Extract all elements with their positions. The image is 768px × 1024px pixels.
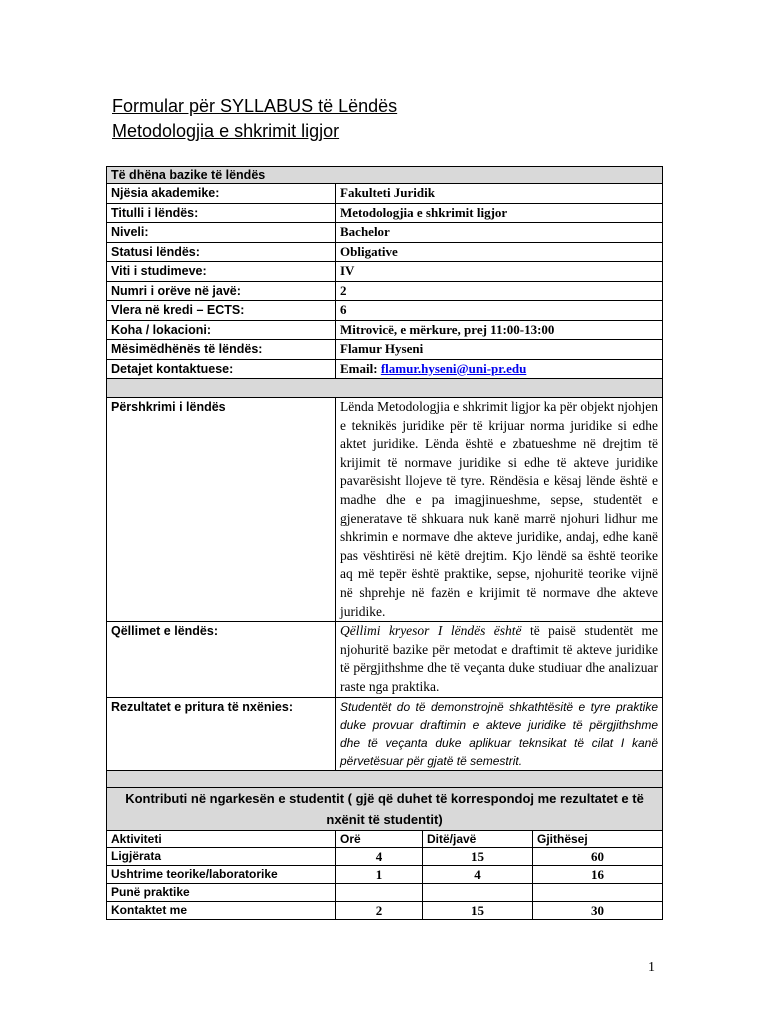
title-line-1: Formular për SYLLABUS të Lëndës (112, 96, 398, 116)
info-row (107, 242, 663, 262)
page-number: 1 (648, 960, 655, 975)
info-row (107, 320, 663, 340)
info-row (107, 184, 663, 204)
activity-days (423, 883, 533, 901)
description-text: Lënda Metodologjia e shkrimit ligjor ka për objekt njohjen e teknikës juridike për të krijuar norma juridike si edhe aktet juridike. Lënda është e zbatueshme në drejtim të krijimit të normave juridike si edhe të akteve juridike pavarësisht llojeve të tyre. Rëndësia e kësaj lënde është e madhe dhe e pa imagjinueshme, sepse, studentët e gjeneratave të shkuara nuk kanë marrë njohuri lidhur me shkrimin e normave dhe akteve juridike, andaj, edhe kanë pas vështirësi në këtë drejtim. Kjo lëndë sa është teorike aq më tepër është praktike, sepse, njohuritë teorike vijnë në shprehje në fazën e krijimit të normave dhe akteve juridike. (336, 398, 663, 622)
activity-row (107, 865, 663, 883)
info-label: Niveli: (107, 223, 336, 243)
outcomes-label: Rezultatet e pritura të nxënies: (107, 697, 336, 770)
page-title (112, 94, 397, 144)
info-value: 2 (336, 281, 663, 301)
info-label: Njësia akademike: (107, 184, 336, 204)
spacer-row (107, 379, 663, 398)
activity-hours: 4 (336, 847, 423, 865)
contribution-header-row (107, 787, 663, 830)
info-row (107, 203, 663, 223)
description-row (107, 398, 663, 622)
activity-total (533, 883, 663, 901)
col-header-total: Gjithësej (533, 830, 663, 847)
activity-hours: 2 (336, 901, 423, 919)
contact-label: Detajet kontaktuese: (107, 359, 336, 379)
info-label: Numri i orëve në javë: (107, 281, 336, 301)
outcomes-row (107, 697, 663, 770)
info-row (107, 262, 663, 282)
info-label: Viti i studimeve: (107, 262, 336, 282)
activity-days: 4 (423, 865, 533, 883)
goals-text-rest: të paisë studentët me njohuritë bazike për metodat e draftimit të akteve juridike të përgjithshme dhe të veçanta duke studiuar dhe analizuar raste nga praktika. (340, 623, 659, 694)
contribution-title: Kontributi në ngarkesën e studentit ( gjë që duhet të korrespondoj me rezultatet e të nxënit të studentit) (107, 787, 663, 830)
basic-section-title: Të dhëna bazike të lëndës (107, 167, 663, 184)
activity-header-row (107, 830, 663, 847)
info-label: Statusi lëndës: (107, 242, 336, 262)
contact-row (107, 359, 663, 379)
title-line-2: Metodologjia e shkrimit ligjor (112, 121, 340, 141)
col-header-days: Ditë/javë (423, 830, 533, 847)
activity-name: Ushtrime teorike/laboratorike (107, 865, 336, 883)
col-header-activity: Aktiviteti (107, 830, 336, 847)
info-label: Koha / lokacioni: (107, 320, 336, 340)
info-label: Vlera në kredi – ECTS: (107, 301, 336, 321)
info-value: Fakulteti Juridik (336, 184, 663, 204)
syllabus-table (106, 166, 663, 920)
info-label: Mësimëdhënës të lëndës: (107, 340, 336, 360)
info-value: Mitrovicë, e mërkure, prej 11:00-13:00 (336, 320, 663, 340)
info-row (107, 340, 663, 360)
info-value: IV (336, 262, 663, 282)
contact-value (336, 359, 663, 379)
activity-total: 16 (533, 865, 663, 883)
info-value: Flamur Hyseni (336, 340, 663, 360)
info-value: Obligative (336, 242, 663, 262)
info-label: Titulli i lëndës: (107, 203, 336, 223)
goals-text (336, 622, 663, 697)
spacer-row (107, 770, 663, 787)
activity-row (107, 901, 663, 919)
activity-total: 30 (533, 901, 663, 919)
goals-row (107, 622, 663, 697)
email-prefix: Email: (340, 360, 381, 376)
info-row (107, 223, 663, 243)
activity-hours (336, 883, 423, 901)
goals-text-italic: Qëllimi kryesor I lëndës është (340, 623, 522, 639)
outcomes-text: Studentët do të demonstrojnë shkathtësitë e tyre praktike duke provuar draftimin e akteve juridike të përgjithshme dhe të veçanta duke aplikuar teknsikat të cilat I kanë përvetësuar për gjatë të semestrit. (336, 697, 663, 770)
activity-hours: 1 (336, 865, 423, 883)
goals-label: Qëllimet e lëndës: (107, 622, 336, 697)
activity-name: Ligjërata (107, 847, 336, 865)
spacer-cell (107, 770, 663, 787)
activity-total: 60 (533, 847, 663, 865)
info-row (107, 301, 663, 321)
activity-days: 15 (423, 847, 533, 865)
email-link[interactable]: flamur.hyseni@uni-pr.edu (380, 360, 527, 376)
info-row (107, 281, 663, 301)
activity-row (107, 883, 663, 901)
activity-name: Kontaktet me (107, 901, 336, 919)
col-header-hours: Orë (336, 830, 423, 847)
activity-name: Punë praktike (107, 883, 336, 901)
activity-days: 15 (423, 901, 533, 919)
info-value: Bachelor (336, 223, 663, 243)
spacer-cell (107, 379, 663, 398)
info-value: Metodologjia e shkrimit ligjor (336, 203, 663, 223)
description-label: Përshkrimi i lëndës (107, 398, 336, 622)
section-header-row (107, 167, 663, 184)
info-value: 6 (336, 301, 663, 321)
activity-row (107, 847, 663, 865)
